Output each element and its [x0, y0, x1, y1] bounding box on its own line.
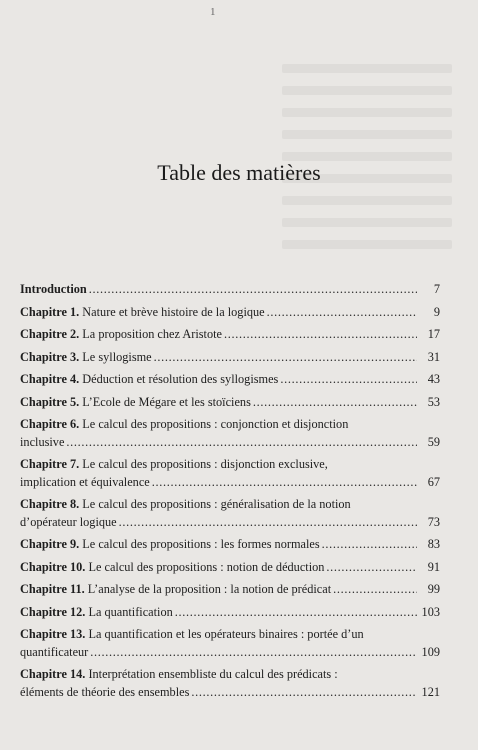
- page-number: 121: [421, 684, 440, 699]
- chapter-title: Le calcul des propositions : généralisation de la notion: [82, 497, 351, 511]
- chapter-title: La quantification et les opérateurs binaires : portée d’un: [88, 627, 364, 641]
- page-number: 99: [427, 582, 440, 596]
- toc-entry-line: [20, 684, 440, 702]
- chapter-title: Le syllogisme: [82, 349, 152, 364]
- page-number: 9: [433, 304, 440, 319]
- chapter-label: Chapitre 10.: [20, 559, 86, 574]
- page-number: 59: [427, 434, 440, 449]
- toc-entry[interactable]: [20, 394, 440, 412]
- chapter-title: Le calcul des propositions : les formes normales: [82, 537, 320, 551]
- toc-entry[interactable]: [20, 536, 440, 554]
- page-title: Table des matières: [157, 160, 321, 185]
- chapter-title: Nature et brève histoire de la logique: [82, 304, 265, 319]
- toc-entry[interactable]: [20, 581, 440, 599]
- page-number: 83: [427, 537, 440, 551]
- toc-entry-line: [20, 371, 440, 389]
- toc-entry[interactable]: [20, 326, 440, 344]
- page-number: 73: [427, 514, 440, 529]
- page-number: 17: [427, 327, 440, 341]
- chapter-label: Chapitre 5.: [20, 394, 80, 409]
- toc-entry[interactable]: [20, 626, 440, 661]
- page-mark: 1: [210, 6, 216, 18]
- dot-leader: [175, 604, 417, 622]
- chapter-label: Chapitre 11.: [20, 582, 85, 596]
- chapter-label: Chapitre 1.: [20, 304, 80, 319]
- toc-entry-line: [20, 536, 440, 554]
- chapter-label: Chapitre 14.: [20, 667, 86, 681]
- chapter-title: éléments de théorie des ensembles: [20, 684, 190, 699]
- dot-leader: [280, 371, 417, 389]
- dot-leader: [66, 434, 417, 452]
- toc-entry[interactable]: [20, 371, 440, 389]
- toc-entry-line: [20, 349, 440, 367]
- chapter-label: Chapitre 4.: [20, 372, 80, 386]
- toc-entry[interactable]: [20, 604, 440, 622]
- chapter-label: Chapitre 13.: [20, 627, 86, 641]
- toc-entry-line: [20, 604, 440, 622]
- page-number: 67: [427, 474, 440, 489]
- chapter-label: Chapitre 12.: [20, 604, 86, 619]
- toc-entry-line: [20, 581, 440, 599]
- toc-entry-line: [20, 456, 420, 474]
- chapter-label: Chapitre 8.: [20, 497, 80, 511]
- chapter-title: Le calcul des propositions : notion de déduction: [88, 559, 325, 574]
- chapter-label: Chapitre 2.: [20, 327, 80, 341]
- page-number: 109: [421, 644, 440, 659]
- toc-entry[interactable]: [20, 559, 440, 577]
- chapter-title: L’analyse de la proposition : la notion de prédicat: [87, 582, 332, 596]
- dot-leader: [90, 644, 417, 662]
- toc-entry-line: [20, 666, 420, 684]
- toc-entry-line: [20, 474, 440, 492]
- chapter-title: quantificateur: [20, 644, 89, 659]
- toc-entry-line: [20, 514, 440, 532]
- dot-leader: [89, 281, 417, 299]
- dot-leader: [119, 514, 417, 532]
- chapter-title: inclusive: [20, 434, 65, 449]
- page-number: 91: [427, 559, 440, 574]
- chapter-title: implication et équivalence: [20, 474, 150, 489]
- page-number: 31: [427, 349, 440, 364]
- page-number: 7: [433, 282, 440, 296]
- toc-entry-line: [20, 626, 420, 644]
- toc-entry-line: [20, 559, 440, 577]
- page-number: 53: [427, 394, 440, 409]
- chapter-label: Chapitre 3.: [20, 349, 80, 364]
- chapter-title: La proposition chez Aristote: [82, 327, 222, 341]
- chapter-label: Chapitre 9.: [20, 537, 80, 551]
- page-number: 43: [427, 372, 440, 386]
- toc-entry-line: [20, 281, 440, 299]
- dot-leader: [224, 326, 417, 344]
- toc-entry-line: [20, 416, 420, 434]
- chapter-title: La quantification: [88, 604, 173, 619]
- toc-entry-line: [20, 326, 440, 344]
- toc-entry[interactable]: [20, 416, 440, 451]
- chapter-label: Chapitre 7.: [20, 457, 80, 471]
- chapter-title: Le calcul des propositions : disjonction exclusive,: [82, 457, 328, 471]
- chapter-label: Introduction: [20, 282, 87, 296]
- toc-entry-line: [20, 644, 440, 662]
- dot-leader: [191, 684, 417, 702]
- dot-leader: [154, 349, 417, 367]
- toc-entry-line: [20, 496, 420, 514]
- toc-entry[interactable]: [20, 281, 440, 299]
- toc-entry[interactable]: [20, 304, 440, 322]
- chapter-title: d’opérateur logique: [20, 514, 117, 529]
- toc-entry[interactable]: [20, 349, 440, 367]
- chapter-title: L’Ecole de Mégare et les stoïciens: [82, 394, 251, 409]
- toc-entry[interactable]: [20, 496, 440, 531]
- toc-entry-line: [20, 434, 440, 452]
- chapter-title: Le calcul des propositions : conjonction et disjonction: [82, 417, 349, 431]
- chapter-title: Interprétation ensembliste du calcul des prédicats :: [88, 667, 338, 681]
- table-of-contents: [20, 281, 440, 706]
- toc-entry[interactable]: [20, 456, 440, 491]
- chapter-label: Chapitre 6.: [20, 417, 80, 431]
- chapter-title: Déduction et résolution des syllogismes: [82, 372, 279, 386]
- toc-entry-line: [20, 394, 440, 412]
- dot-leader: [152, 474, 417, 492]
- toc-entry-line: [20, 304, 440, 322]
- toc-entry[interactable]: [20, 666, 440, 701]
- dot-leader: [267, 304, 417, 322]
- dot-leader: [253, 394, 417, 412]
- page-number: 103: [421, 604, 440, 619]
